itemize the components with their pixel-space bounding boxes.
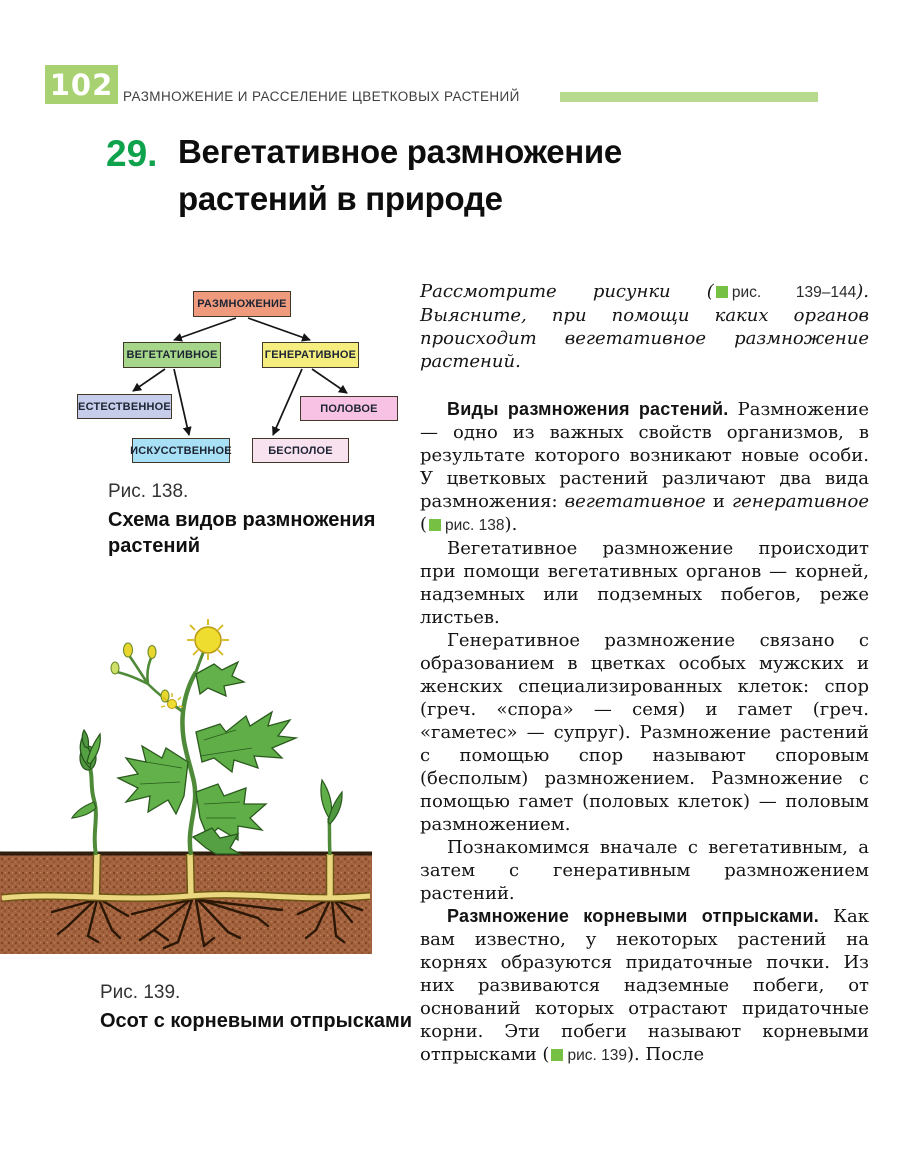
body-text: Генеративное размножение связано с образованием в цветках особых мужских и женских специализированных клеток: спор (греч. «спора» — семя) и гамет (греч. «гаметес» — супруг). Размножение растений с помощью спор называют споровым (бесполым) размножением. Размножение с помощью гамет (половых клеток) — половым размножением. — [420, 630, 869, 835]
reproduction-types-diagram — [60, 280, 420, 480]
figure-138-caption: Схема видов размножения растений — [108, 509, 376, 557]
figure-reference: рис. 139 — [549, 1047, 627, 1064]
run-in-heading: Виды размножения растений. — [447, 399, 738, 419]
intro-task-paragraph — [420, 280, 869, 373]
diagram-node-reproduction: РАЗМНОЖЕНИЕ — [193, 291, 291, 317]
page-title — [178, 128, 622, 222]
body-text: вегетативное — [564, 491, 706, 512]
body-text: ( — [420, 514, 428, 535]
figure-reference: рис. 138 — [427, 517, 505, 534]
figure-138-caption-block — [108, 481, 413, 559]
figure-139-caption-block — [100, 982, 440, 1034]
diagram-node-artificial: ИСКУССТВЕННОЕ — [132, 438, 230, 463]
body-text: Рассмотрите рисунки ( — [420, 281, 714, 302]
left-shoot — [72, 730, 100, 855]
figure-ref-square-icon — [716, 286, 728, 298]
diagram-node-vegetative: ВЕГЕТАТИВНОЕ — [123, 342, 221, 368]
article-text-column — [420, 280, 869, 1067]
paragraph-generativnoe — [420, 629, 869, 836]
page-number-box — [45, 65, 118, 104]
main-plant — [111, 619, 296, 855]
diagram-node-asexual: БЕСПОЛОЕ — [252, 438, 349, 463]
figure-138-label: Рис. 138. — [108, 481, 189, 502]
paragraph-poznakomimsya — [420, 836, 869, 905]
diagram-node-natural: ЕСТЕСТВЕННОЕ — [77, 394, 172, 419]
section-number: 29. — [106, 133, 158, 174]
figure-ref-square-icon — [429, 519, 441, 531]
diagram-node-generative: ГЕНЕРАТИВНОЕ — [262, 342, 359, 368]
plant-illustration — [0, 612, 420, 967]
body-text: генеративное — [731, 491, 869, 512]
header-bar — [560, 92, 818, 102]
running-head: РАЗМНОЖЕНИЕ И РАССЕЛЕНИЕ ЦВЕТКОВЫХ РАСТЕНИЙ — [123, 89, 520, 104]
figure-ref-square-icon — [551, 1049, 563, 1061]
run-in-heading: Размножение корневыми отпрысками. — [447, 906, 834, 926]
body-text: Вегетативное размножение происходит при помощи вегетативных органов — корней, надземных или подземных побегов, реже листьев. — [420, 538, 869, 628]
body-text: ). После — [626, 1044, 705, 1065]
body-text: Размножение — одно из важных свойств организмов, в результате которого возникают новые особи. У цветковых растений различают два вида размножения: — [420, 399, 869, 512]
figure-139-label: Рис. 139. — [100, 982, 181, 1003]
paragraph-kornevye-otpryski — [420, 905, 869, 1067]
diagram-node-sexual: ПОЛОВОЕ — [300, 396, 398, 421]
body-text: и — [705, 491, 732, 512]
figure-reference: рис. 139–144 — [714, 284, 856, 301]
right-sprout — [321, 780, 342, 855]
body-text: Познакомимся вначале с вегетативным, а затем с генеративным размножением растений. — [420, 837, 869, 904]
paragraph-vidy-razmnozheniya — [420, 398, 869, 537]
body-text: ). Выясните, при помощи каких органов происходит вегетативное размножение растений. — [420, 281, 869, 372]
title-line-1: Вегетативное размножение — [178, 133, 622, 170]
paragraph-vegetativnoe — [420, 537, 869, 629]
title-line-2: растений в природе — [178, 180, 503, 217]
page-number: 102 — [49, 67, 114, 102]
body-text: ). — [504, 514, 518, 535]
figure-139-caption: Осот с корневыми отпрысками — [100, 1010, 413, 1032]
body-text: Как вам известно, у некоторых растений на корнях образуются придаточные почки. Из них развиваются надземные побеги, от оснований которых отрастают придаточные корни. Эти побеги называют корневыми отпрысками ( — [420, 906, 869, 1065]
